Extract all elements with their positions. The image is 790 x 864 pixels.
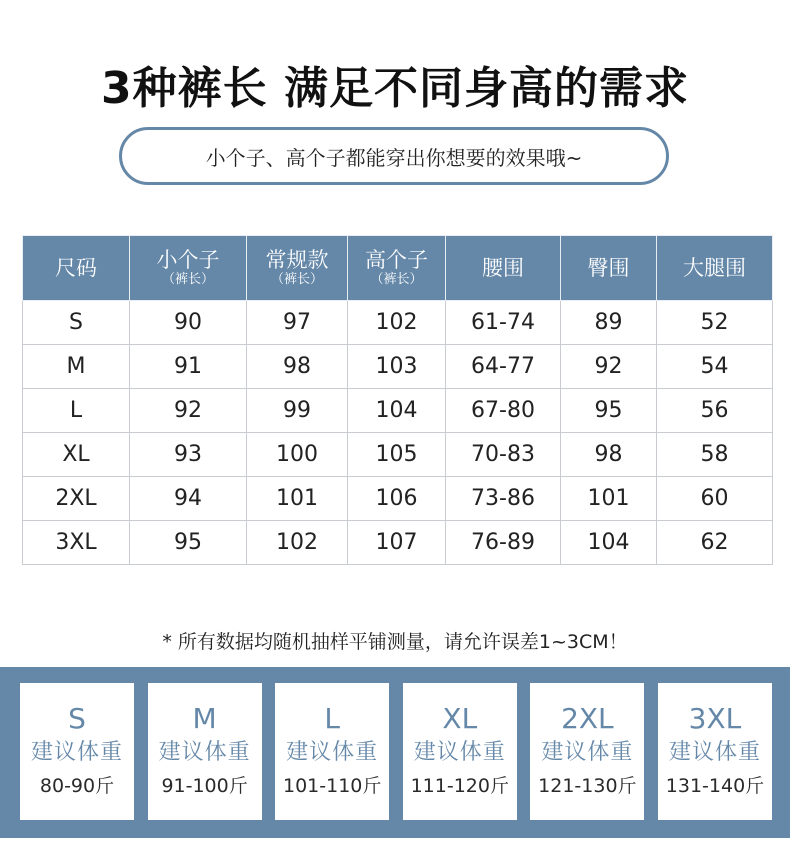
card-size: 2XL	[561, 701, 614, 735]
card-label: 建议体重	[413, 739, 506, 765]
table-cell: 98	[561, 433, 657, 477]
table-cell: 105	[348, 433, 446, 477]
table-cell: 106	[348, 477, 446, 521]
card-range: 111-120斤	[410, 774, 509, 797]
size-table	[22, 235, 773, 565]
subtitle-text: 小个子、高个子都能穿出你想要的效果哦~	[205, 145, 583, 170]
table-cell: 76-89	[446, 521, 561, 565]
table-cell: S	[23, 301, 130, 345]
table-cell: 92	[130, 389, 247, 433]
table-cell: 101	[561, 477, 657, 521]
table-cell: 97	[247, 301, 348, 345]
table-cell: 90	[130, 301, 247, 345]
table-cell: 61-74	[446, 301, 561, 345]
table-cell: 2XL	[23, 477, 130, 521]
table-row	[23, 477, 773, 521]
card-label: 建议体重	[286, 739, 379, 765]
table-cell: 104	[348, 389, 446, 433]
table-cell: 70-83	[446, 433, 561, 477]
table-cell: 98	[247, 345, 348, 389]
table-cell: 103	[348, 345, 446, 389]
table-cell: 107	[348, 521, 446, 565]
table-cell: 67-80	[446, 389, 561, 433]
table-cell: XL	[23, 433, 130, 477]
card-size: M	[192, 701, 217, 735]
card-range: 101-110斤	[282, 774, 382, 797]
table-row	[23, 521, 773, 565]
weight-card-3xl	[658, 683, 772, 820]
table-cell: 102	[247, 521, 348, 565]
header-short-length: 小个子 （裤长）	[130, 236, 247, 301]
card-size: S	[68, 701, 86, 735]
card-range: 80-90斤	[39, 774, 115, 797]
header-hip: 臀围	[561, 236, 657, 301]
header-regular-length: 常规款 （裤长）	[247, 236, 348, 301]
table-cell: 100	[247, 433, 348, 477]
page-title: 3种裤长 满足不同身高的需求	[101, 63, 689, 114]
table-row	[23, 433, 773, 477]
table-cell: 93	[130, 433, 247, 477]
table-cell: 95	[561, 389, 657, 433]
card-label: 建议体重	[158, 739, 251, 765]
table-row	[23, 345, 773, 389]
table-cell: 62	[657, 521, 773, 565]
weight-card-2xl	[530, 683, 644, 820]
header-size: 尺码	[23, 236, 130, 301]
table-row	[23, 389, 773, 433]
card-label: 建议体重	[541, 739, 634, 765]
header-waist: 腰围	[446, 236, 561, 301]
table-cell: 92	[561, 345, 657, 389]
weight-cards	[20, 683, 772, 820]
card-range: 91-100斤	[161, 774, 248, 797]
table-cell: 89	[561, 301, 657, 345]
card-size: 3XL	[688, 701, 742, 735]
measurement-note: * 所有数据均随机抽样平铺测量，请允许误差1~3CM！	[162, 631, 628, 653]
card-label: 建议体重	[668, 739, 761, 765]
weight-card-l	[275, 683, 389, 820]
header-thigh: 大腿围	[657, 236, 773, 301]
subtitle-pill	[119, 127, 669, 185]
card-range: 131-140斤	[665, 774, 765, 797]
table-cell: 104	[561, 521, 657, 565]
card-size: L	[324, 701, 340, 735]
weight-card-xl	[403, 683, 517, 820]
table-cell: 56	[657, 389, 773, 433]
table-cell: 58	[657, 433, 773, 477]
table-cell: 60	[657, 477, 773, 521]
card-range: 121-130斤	[538, 774, 637, 797]
table-header-row	[23, 236, 773, 301]
table-cell: 64-77	[446, 345, 561, 389]
table-cell: 99	[247, 389, 348, 433]
weight-card-s	[20, 683, 134, 820]
table-cell: 52	[657, 301, 773, 345]
table-row	[23, 301, 773, 345]
table-cell: M	[23, 345, 130, 389]
table-cell: 102	[348, 301, 446, 345]
table-cell: 3XL	[23, 521, 130, 565]
table-cell: 91	[130, 345, 247, 389]
header-tall-length: 高个子 （裤长）	[348, 236, 446, 301]
table-cell: 54	[657, 345, 773, 389]
table-cell: 73-86	[446, 477, 561, 521]
table-cell: 101	[247, 477, 348, 521]
table-cell: 94	[130, 477, 247, 521]
table-cell: L	[23, 389, 130, 433]
table-cell: 95	[130, 521, 247, 565]
weight-card-m	[148, 683, 262, 820]
card-size: XL	[442, 701, 478, 735]
card-label: 建议体重	[30, 739, 123, 765]
